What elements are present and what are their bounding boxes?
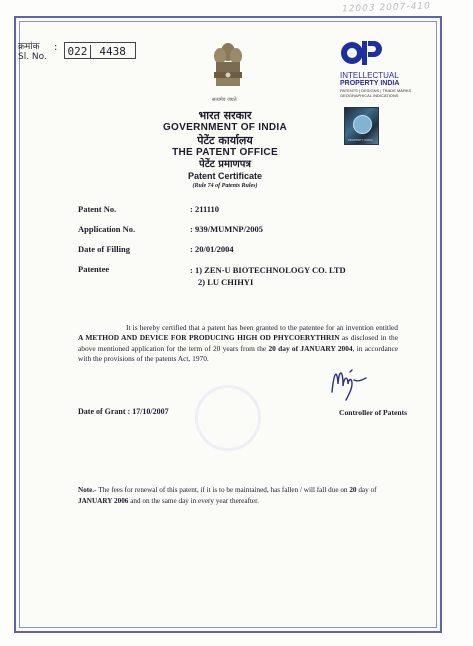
application-number-label: Application No. xyxy=(78,224,136,234)
heading-hindi-certificate: पेटेंट प्रमाणपत्र xyxy=(199,159,251,170)
heading-government: GOVERNMENT OF INDIA xyxy=(162,122,288,133)
heading-hindi-government: भारत सरकार xyxy=(198,109,252,122)
heading-certificate: Patent Certificate xyxy=(187,171,263,181)
ip-line-2: PROPERTY INDIA xyxy=(340,80,400,87)
ip-india-logo-icon xyxy=(340,38,382,70)
ip-line-1: INTELLECTUAL xyxy=(340,71,399,80)
patentee-1: : 1) ZEN-U BIOTECHNOLOGY CO. LTD xyxy=(190,265,346,275)
heading-hindi-office: पेटेंट कार्यालय xyxy=(197,134,253,147)
serial-label-hindi: क्रमांक xyxy=(18,42,40,52)
certification-text: It is hereby certified that a patent has been granted to the patentee for an invention entitled A METHOD AND DEVICE FOR PRODUCING HIGH OD PHYCOERYTHRIN as disclosed in the above mentioned application for the term of 20 years from the 20 day of JANUARY 2004, in accordance with the provisions of the patents Act, 1970. xyxy=(78,323,399,364)
renewal-note: Note.- The fees for renewal of this patent, if it is to be maintained, has fallen / will fall due on 20 day of JANUARY 2006 and on the same day in every year thereafter. xyxy=(78,486,377,505)
ip-line-4: GEOGRAPHICAL INDICATIONS xyxy=(340,93,399,98)
term-start-date: 20 day of JANUARY 2004 xyxy=(268,343,353,353)
ip-india-wordmark xyxy=(340,72,411,98)
filing-date-value: : 20/01/2004 xyxy=(190,244,234,254)
patentee-label: Patentee xyxy=(78,264,110,274)
controller-of-patents: Controller of Patents xyxy=(339,408,408,417)
note-label: Note.- xyxy=(78,486,97,494)
national-emblem-icon xyxy=(210,40,246,96)
serial-part-2: 4438 xyxy=(99,45,126,58)
patent-number-value: : 211110 xyxy=(190,204,220,214)
filing-date-label: Date of Filling xyxy=(78,244,130,254)
patentee-value xyxy=(190,264,346,288)
ip-line-3: PATENTS | DESIGNS | TRADE MARKS xyxy=(340,88,412,93)
invention-title: A METHOD AND DEVICE FOR PRODUCING HIGH OD PHYCOERYTHRIN xyxy=(78,333,340,343)
signature-icon xyxy=(328,362,378,402)
patent-number-label: Patent No. xyxy=(78,204,117,214)
watermark-emblem xyxy=(195,385,261,451)
heading-office: THE PATENT OFFICE xyxy=(172,147,278,158)
background-watermark xyxy=(70,395,370,545)
serial-part-1: 022 xyxy=(67,45,91,58)
serial-number-block: क्रमांक Sl. No. : 022 4438 xyxy=(18,42,136,62)
serial-number-box xyxy=(64,42,136,59)
application-number-row xyxy=(78,224,263,234)
heading-rule: (Rule 74 of Patents Rules) xyxy=(192,183,258,189)
filing-date-row xyxy=(78,244,234,254)
hologram-seal xyxy=(344,107,379,145)
globe-icon xyxy=(353,115,372,134)
certificate-heading xyxy=(120,109,330,190)
application-number-value: : 939/MUMNP/2005 xyxy=(190,224,263,234)
grant-date: Date of Grant : 17/10/2007 xyxy=(78,407,169,416)
patent-number-row xyxy=(78,204,219,214)
emblem-motto: सत्यमेव जयते xyxy=(212,97,237,103)
handwritten-reference: 12003 2007-410 xyxy=(341,1,431,15)
patentee-row xyxy=(78,264,190,274)
hologram-caption: PROPERTY INDIA xyxy=(348,138,373,142)
patentee-2: 2) LU CHIHYI xyxy=(198,277,254,287)
serial-label: Sl. No. xyxy=(18,52,47,62)
